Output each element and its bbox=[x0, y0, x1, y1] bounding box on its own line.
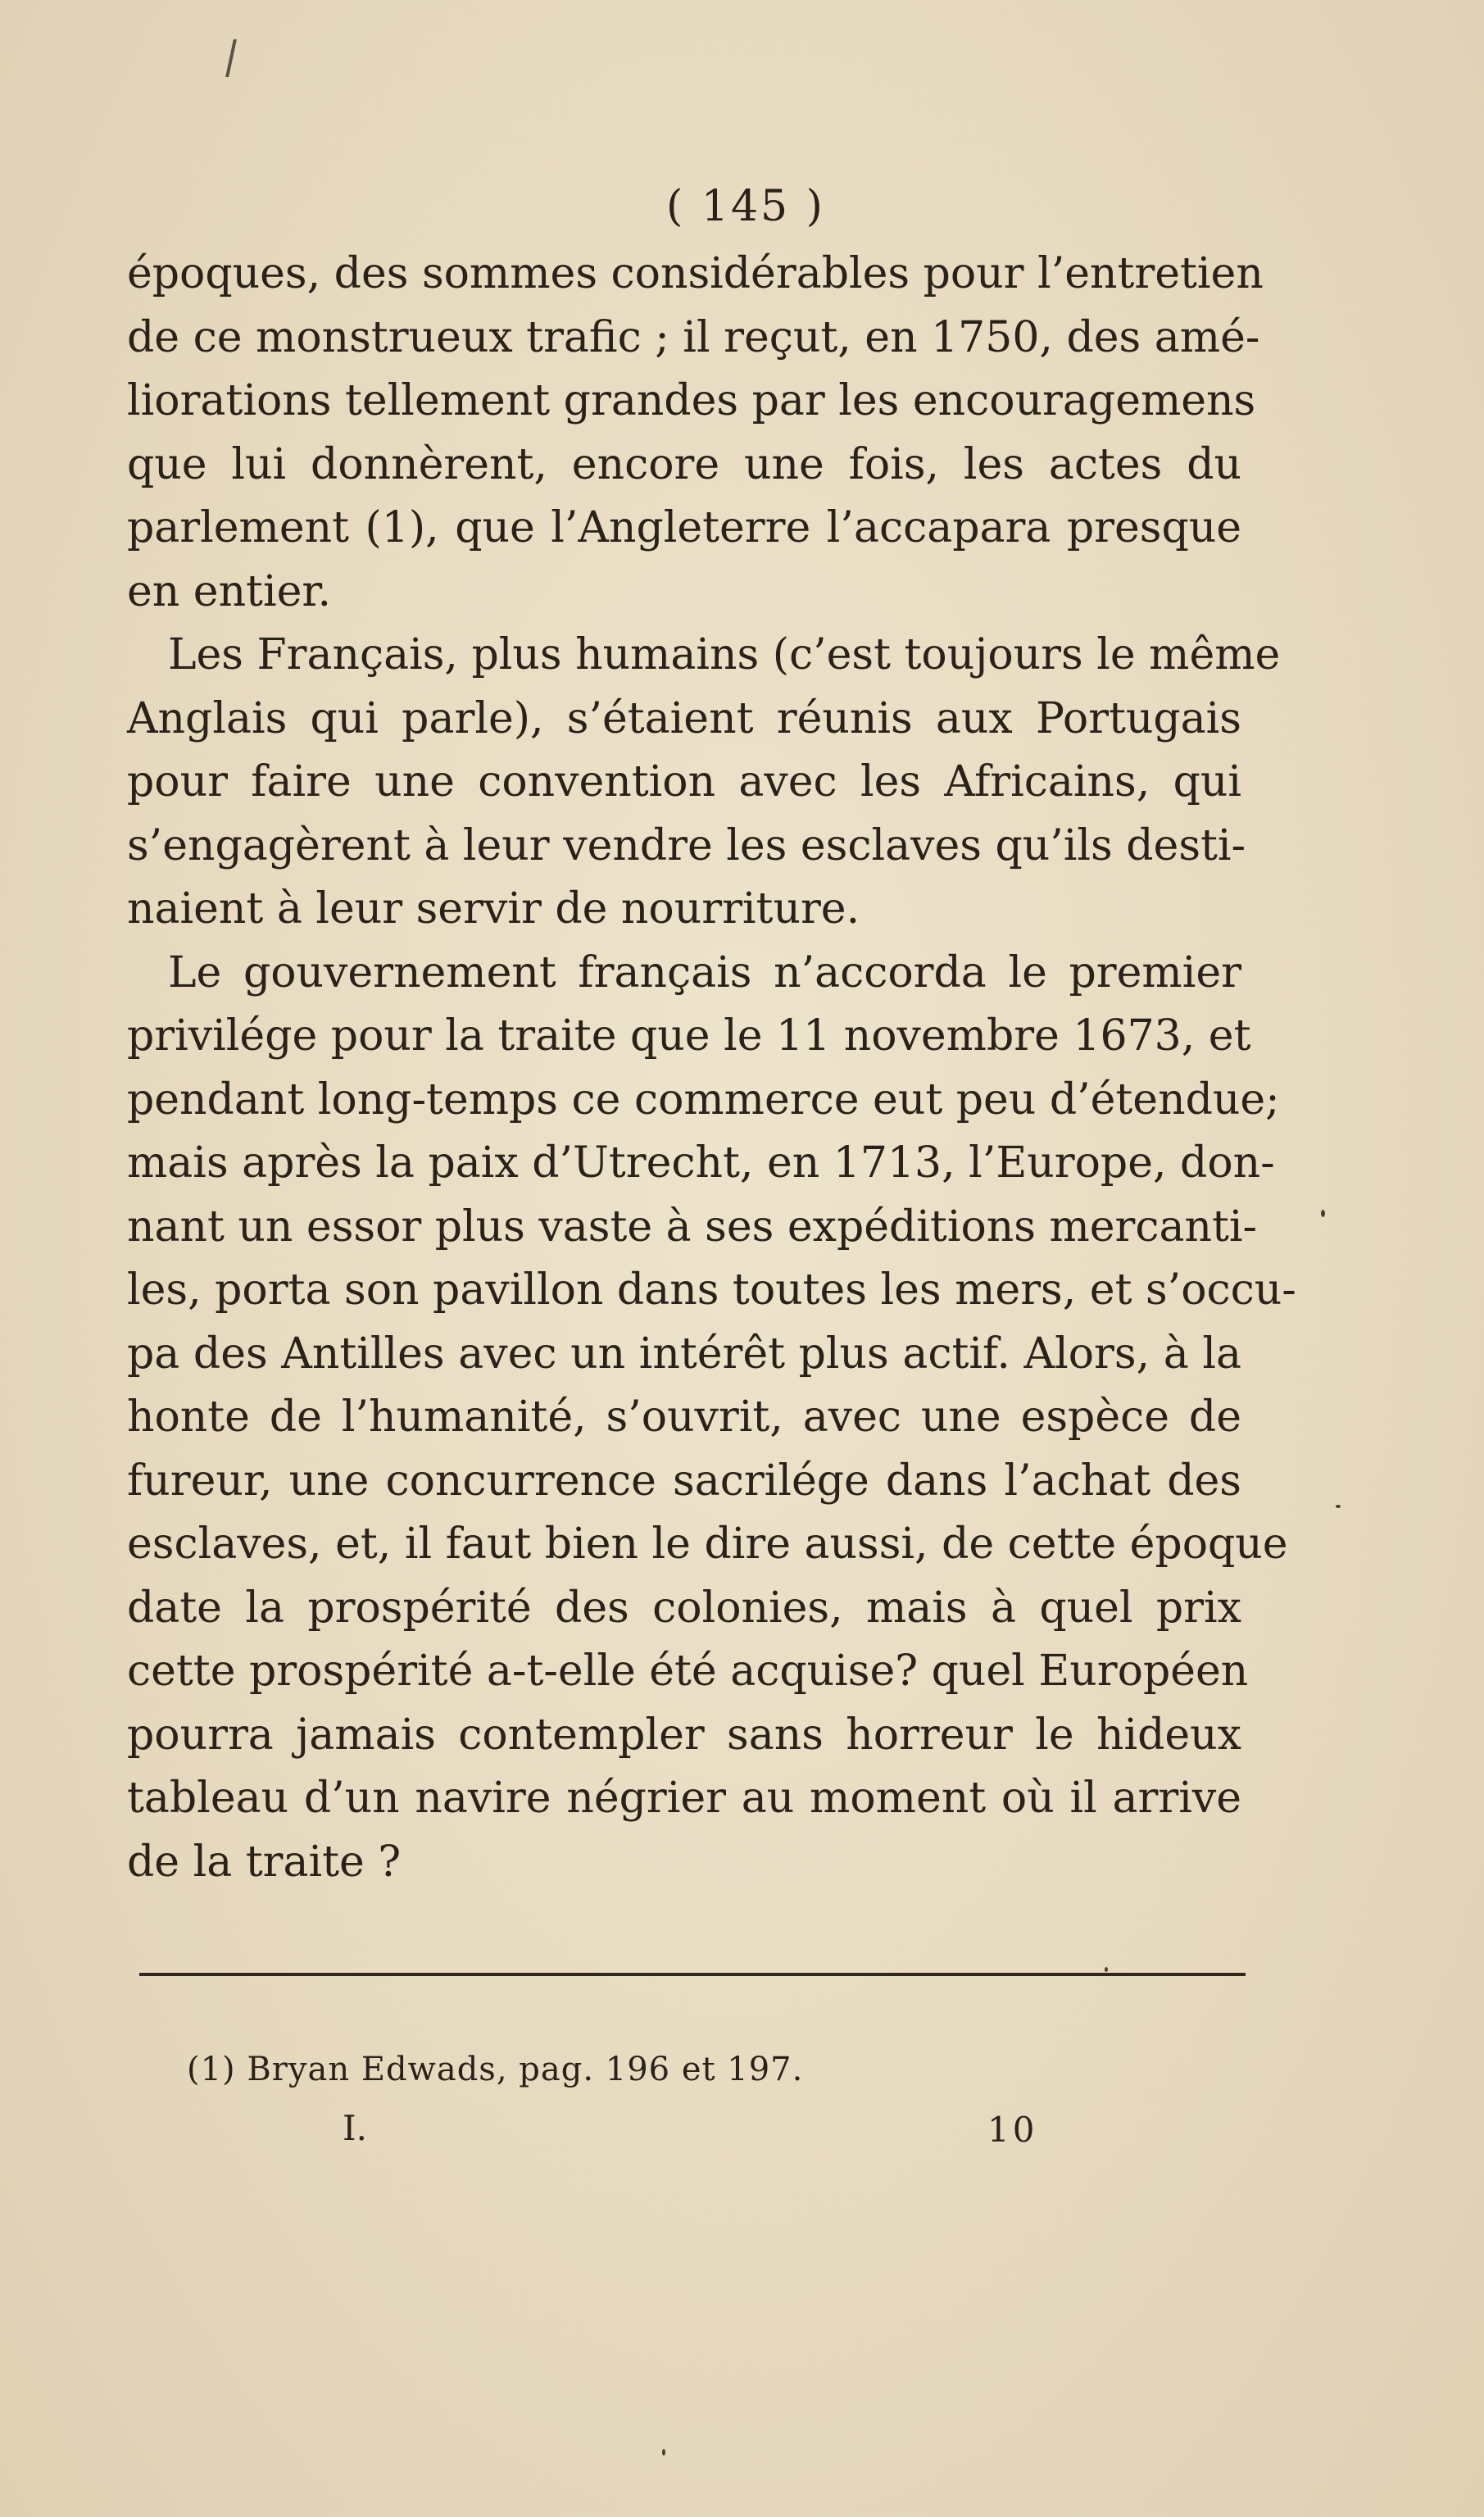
text-line: nant un essor plus vaste à ses expéditions mercanti- bbox=[127, 1202, 1258, 1252]
text-line: s’engagèrent à leur vendre les esclaves qu’ils desti- bbox=[127, 820, 1246, 870]
text-line: pa des Antilles avec un intérêt plus actif. Alors, à la bbox=[127, 1329, 1241, 1379]
text-line: pour faire une convention avec les Africains, qui bbox=[127, 757, 1241, 806]
page-number-header: ( 145 ) bbox=[666, 182, 825, 231]
text-line: naient à leur servir de nourriture. bbox=[127, 884, 860, 934]
speck bbox=[1321, 1210, 1325, 1217]
text-line: honte de l’humanité, s’ouvrit, avec une espèce de bbox=[127, 1393, 1241, 1442]
text-line: pourra jamais contempler sans horreur le hideux bbox=[127, 1710, 1241, 1760]
speck bbox=[1105, 1967, 1108, 1972]
text-line: liorations tellement grandes par les encouragemens bbox=[127, 376, 1256, 425]
text-line: Anglais qui parle), s’étaient réunis aux Portugais bbox=[127, 693, 1241, 743]
speck bbox=[1336, 1505, 1341, 1508]
sheet-number: 10 bbox=[987, 2110, 1038, 2150]
signature-mark: I. bbox=[343, 2108, 367, 2148]
text-line: date la prospérité des colonies, mais à quel prix bbox=[127, 1583, 1241, 1633]
text-line: privilége pour la traite que le 11 novembre 1673, et bbox=[127, 1011, 1251, 1061]
text-line: époques, des sommes considérables pour l’entretien bbox=[127, 249, 1264, 298]
stray-ink-mark bbox=[225, 39, 237, 77]
text-line: fureur, une concurrence sacrilége dans l’achat des bbox=[127, 1456, 1241, 1506]
speck bbox=[662, 2449, 665, 2456]
text-line: cette prospérité a-t-elle été acquise? quel Européen bbox=[127, 1647, 1249, 1696]
text-line: parlement (1), que l’Angleterre l’accapara presque bbox=[127, 503, 1241, 552]
text-line: de la traite ? bbox=[127, 1837, 402, 1887]
text-line: esclaves, et, il faut bien le dire aussi, de cette époque bbox=[127, 1520, 1288, 1569]
text-line: Le gouvernement français n’accorda le premier bbox=[168, 947, 1241, 997]
text-line: Les Français, plus humains (c’est toujours le même bbox=[168, 630, 1281, 679]
footnote: (1) Bryan Edwads, pag. 196 et 197. bbox=[187, 2051, 804, 2088]
body-text bbox=[127, 243, 1296, 1894]
text-line: les, porta son pavillon dans toutes les mers, et s’occu- bbox=[127, 1265, 1296, 1315]
text-line: mais après la paix d’Utrecht, en 1713, l’Europe, don- bbox=[127, 1138, 1275, 1188]
text-line: pendant long-temps ce commerce eut peu d’étendue; bbox=[127, 1074, 1280, 1124]
text-line: tableau d’un navire négrier au moment où il arrive bbox=[127, 1774, 1241, 1823]
text-line: en entier. bbox=[127, 566, 332, 616]
text-line: que lui donnèrent, encore une fois, les actes du bbox=[127, 439, 1241, 489]
text-line: de ce monstrueux trafic ; il reçut, en 1750, des amé- bbox=[127, 312, 1260, 362]
footnote-rule bbox=[139, 1973, 1246, 1976]
